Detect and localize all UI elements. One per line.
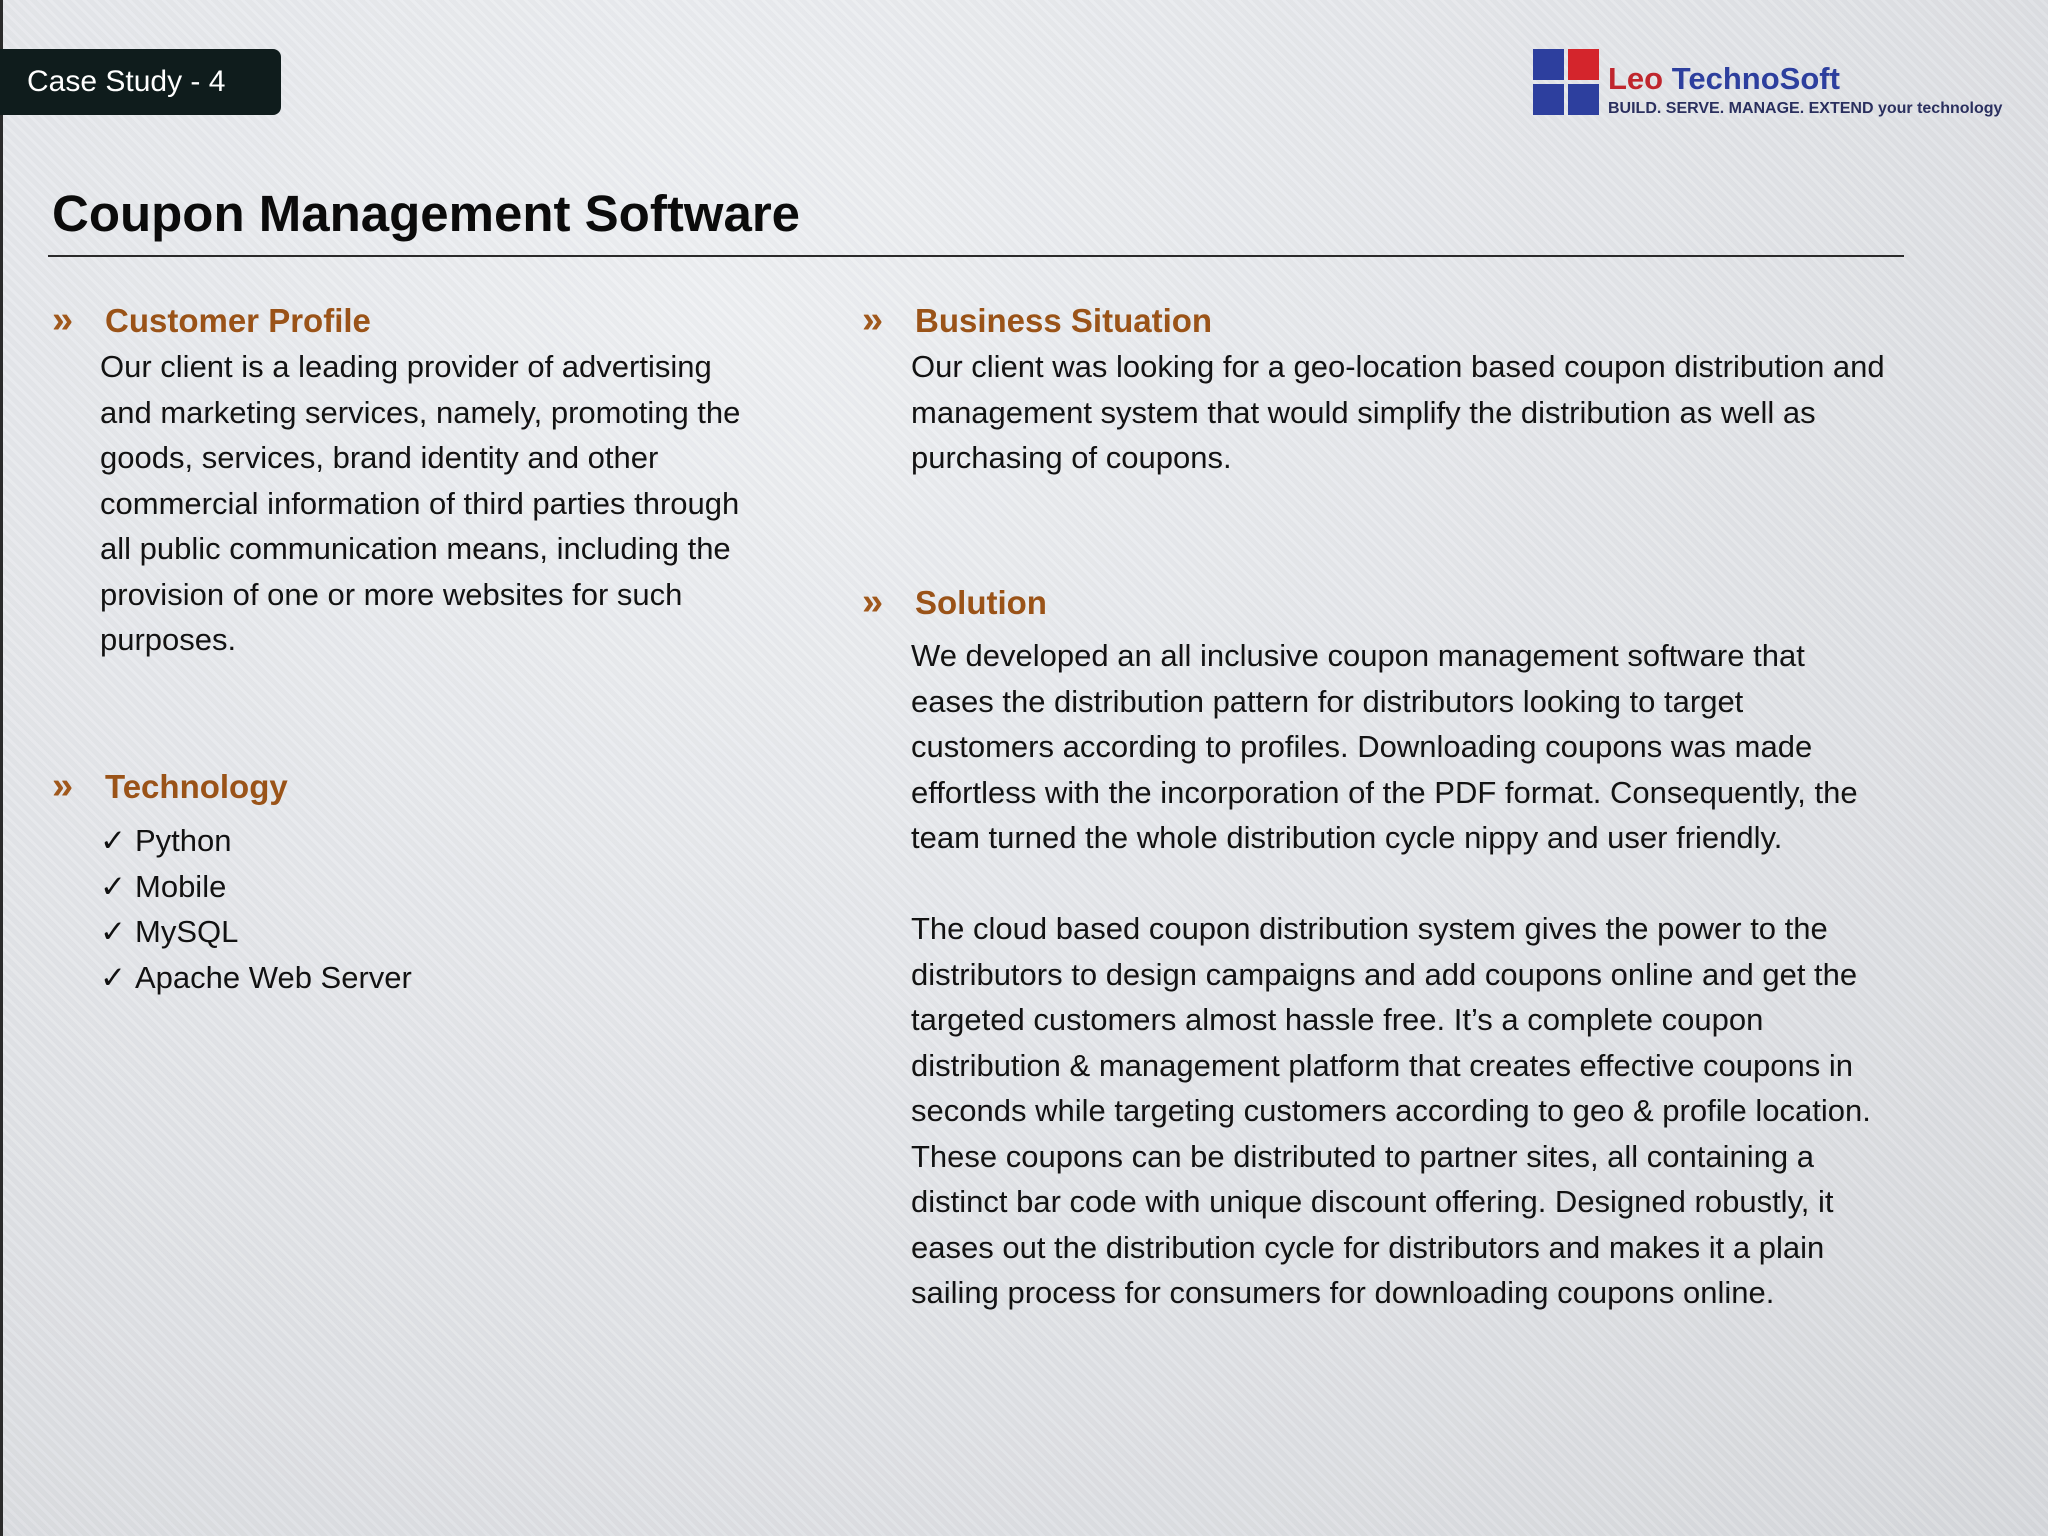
check-icon: ✓ — [100, 914, 126, 949]
section-heading-solution — [862, 583, 1047, 621]
customer-profile-line: purposes. — [100, 622, 237, 657]
check-icon: ✓ — [100, 959, 126, 995]
case-study-tag — [0, 49, 281, 115]
solution-line: distributors to design campaigns and add coupons online and get the — [911, 956, 1858, 992]
solution-line: team turned the whole distribution cycle nippy and user friendly. — [911, 820, 1783, 855]
check-icon: ✓ — [100, 868, 126, 904]
logo-square-bottom-left — [1533, 84, 1564, 115]
technology-item — [100, 818, 412, 864]
logo-name — [1608, 63, 1840, 94]
chevron-bullet-icon: » — [52, 299, 74, 341]
solution-line: eases the distribution pattern for distributors looking to target — [911, 683, 1744, 719]
solution-line: We developed an all inclusive coupon management software that — [911, 638, 1805, 673]
business-situation-line: purchasing of coupons. — [911, 440, 1232, 475]
customer-profile-line: goods, services, brand identity and other — [100, 440, 659, 475]
solution-line: effortless with the incorporation of the PDF format. Consequently, the — [911, 774, 1858, 810]
section-heading-business-situation — [862, 301, 1212, 339]
logo-square-top-right — [1568, 49, 1599, 80]
chevron-bullet-icon: » — [862, 299, 884, 341]
customer-profile-line: provision of one or more websites for such — [100, 576, 683, 612]
solution-line: customers according to profiles. Downloading coupons was made — [911, 729, 1813, 764]
logo-square-bottom-right — [1568, 84, 1599, 115]
customer-profile-line: all public communication means, including the — [100, 531, 731, 566]
customer-profile-line: and marketing services, namely, promoting the — [100, 394, 741, 430]
customer-profile-heading: Customer Profile — [105, 301, 371, 339]
technology-item-label: MySQL — [135, 914, 239, 949]
solution-line: sailing process for consumers for downloading coupons online. — [911, 1275, 1775, 1310]
solution-paragraph-2 — [911, 906, 1871, 1316]
section-heading-technology — [52, 767, 288, 805]
customer-profile-line: commercial information of third parties through — [100, 485, 740, 521]
solution-line: seconds while targeting customers according to geo & profile location. — [911, 1093, 1871, 1128]
solution-line: eases out the distribution cycle for distributors and makes it a plain — [911, 1229, 1825, 1265]
solution-line: distribution & management platform that creates effective coupons in — [911, 1047, 1854, 1083]
check-icon: ✓ — [100, 823, 126, 858]
business-situation-text — [911, 344, 1885, 481]
solution-paragraph-1 — [911, 633, 1858, 861]
technology-item-label: Apache Web Server — [135, 959, 412, 995]
logo-tagline: BUILD. SERVE. MANAGE. EXTEND your technology — [1608, 100, 2003, 117]
solution-heading: Solution — [915, 583, 1047, 621]
page-title: Coupon Management Software — [52, 185, 801, 242]
solution-line: distinct bar code with unique discount offering. Designed robustly, it — [911, 1184, 1834, 1219]
logo-name-technosoft: TechnoSoft — [1671, 61, 1840, 96]
technology-item-label: Mobile — [135, 868, 227, 904]
case-study-tag-label: Case Study - 4 — [27, 65, 226, 98]
customer-profile-line: Our client is a leading provider of advertising — [100, 349, 712, 384]
logo-square-top-left — [1533, 49, 1564, 80]
technology-list — [100, 818, 412, 1000]
business-situation-line: Our client was looking for a geo-location based coupon distribution and — [911, 349, 1885, 384]
technology-item — [100, 864, 412, 910]
solution-line: The cloud based coupon distribution system gives the power to the — [911, 911, 1828, 946]
technology-item — [100, 909, 412, 955]
customer-profile-text — [100, 344, 740, 663]
section-heading-customer-profile — [52, 301, 371, 339]
slide-left-edge — [0, 0, 3, 1536]
chevron-bullet-icon: » — [862, 581, 884, 623]
logo-name-leo: Leo — [1608, 61, 1664, 96]
solution-line: targeted customers almost hassle free. It’s a complete coupon — [911, 1002, 1764, 1037]
technology-item-label: Python — [135, 823, 232, 858]
company-logo — [1533, 49, 2003, 121]
logo-squares-icon — [1533, 49, 1601, 117]
technology-heading: Technology — [105, 767, 288, 805]
solution-line: These coupons can be distributed to partner sites, all containing a — [911, 1138, 1814, 1174]
technology-item — [100, 955, 412, 1001]
title-divider — [48, 255, 1904, 257]
chevron-bullet-icon: » — [52, 765, 74, 807]
business-situation-heading: Business Situation — [915, 301, 1213, 339]
business-situation-line: management system that would simplify the distribution as well as — [911, 394, 1816, 430]
